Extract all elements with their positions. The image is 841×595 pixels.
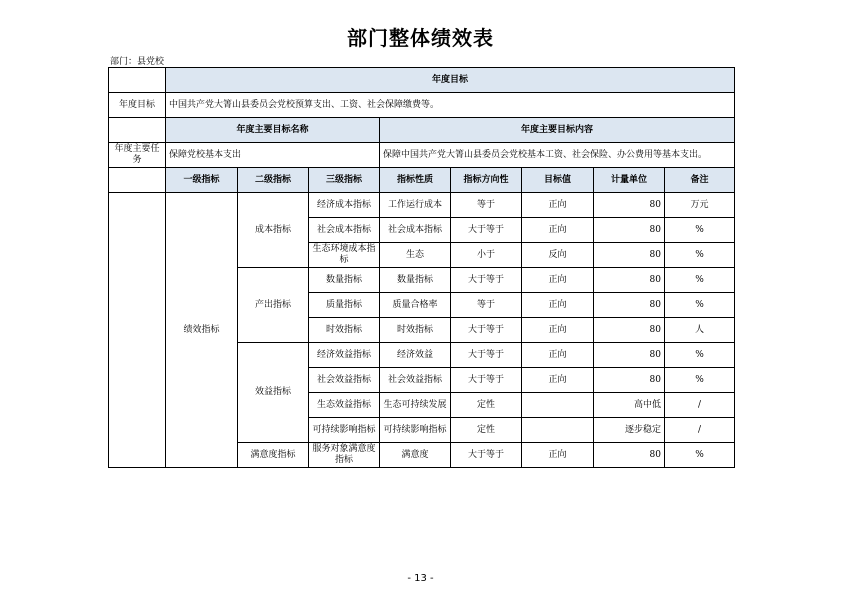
page-number: - 13 -	[407, 573, 434, 584]
main-task-name: 保障党校基本支出	[166, 143, 380, 168]
indicator-direction: 正向	[522, 293, 594, 318]
level3-indicator: 工作运行成本	[380, 193, 451, 218]
header-level3: 三级指标	[309, 168, 380, 193]
indicator-direction: 正向	[522, 193, 594, 218]
department-label: 部门：县党校	[110, 57, 165, 67]
level3-indicator: 经济效益	[380, 343, 451, 368]
header-level2: 二级指标	[238, 168, 309, 193]
level2-sub-indicator: 生态环境成本指标	[309, 243, 380, 268]
header-direction: 指标方向性	[451, 168, 522, 193]
indicator-nature: 定性	[451, 418, 522, 443]
main-task-content: 保障中国共产党大箐山县委员会党校基本工资、社会保险、办公费用等基本支出。	[380, 143, 735, 168]
annual-goal-row	[109, 93, 735, 118]
measure-unit: %	[665, 243, 735, 268]
main-task-row	[109, 143, 735, 168]
indicator-direction: 正向	[522, 218, 594, 243]
level3-indicator: 数量指标	[380, 268, 451, 293]
target-value: 80	[594, 443, 665, 468]
target-value: 80	[594, 368, 665, 393]
indicator-direction: 正向	[522, 443, 594, 468]
level3-indicator: 时效指标	[380, 318, 451, 343]
level3-indicator: 生态可持续发展	[380, 393, 451, 418]
indicator-nature: 等于	[451, 293, 522, 318]
level2-indicator: 满意度指标	[238, 443, 309, 468]
target-value: 80	[594, 343, 665, 368]
indicator-nature: 大于等于	[451, 368, 522, 393]
main-task-header-row	[109, 118, 735, 143]
target-value: 80	[594, 268, 665, 293]
indicator-direction: 正向	[522, 368, 594, 393]
indicator-row	[109, 193, 735, 218]
annual-goal-header-row	[109, 68, 735, 93]
indicator-direction	[522, 393, 594, 418]
level2-indicator: 效益指标	[238, 343, 309, 443]
main-task-content-header: 年度主要目标内容	[380, 118, 735, 143]
level3-indicator: 可持续影响指标	[380, 418, 451, 443]
annual-goal-header: 年度目标	[166, 68, 735, 93]
target-value: 逐步稳定	[594, 418, 665, 443]
main-task-label: 年度主要任务	[109, 143, 166, 168]
indicator-header-row	[109, 168, 735, 193]
measure-unit: %	[665, 268, 735, 293]
level2-indicator: 成本指标	[238, 193, 309, 268]
indicator-nature: 大于等于	[451, 218, 522, 243]
level1-indicator: 绩效指标	[166, 193, 238, 468]
measure-unit: /	[665, 418, 735, 443]
blank-cell	[109, 193, 166, 468]
header-level1: 一级指标	[166, 168, 238, 193]
measure-unit: %	[665, 343, 735, 368]
indicator-direction: 反向	[522, 243, 594, 268]
measure-unit: /	[665, 393, 735, 418]
target-value: 80	[594, 243, 665, 268]
target-value: 80	[594, 318, 665, 343]
indicator-nature: 小于	[451, 243, 522, 268]
indicator-nature: 定性	[451, 393, 522, 418]
level3-indicator: 满意度	[380, 443, 451, 468]
indicator-direction: 正向	[522, 318, 594, 343]
level2-sub-indicator: 可持续影响指标	[309, 418, 380, 443]
header-note: 备注	[665, 168, 735, 193]
level3-indicator: 社会成本指标	[380, 218, 451, 243]
measure-unit: %	[665, 293, 735, 318]
indicator-nature: 大于等于	[451, 343, 522, 368]
blank-cell	[109, 68, 166, 93]
measure-unit: %	[665, 443, 735, 468]
indicator-direction: 正向	[522, 268, 594, 293]
target-value: 80	[594, 193, 665, 218]
indicator-nature: 等于	[451, 193, 522, 218]
target-value: 高中低	[594, 393, 665, 418]
level2-sub-indicator: 经济成本指标	[309, 193, 380, 218]
indicator-direction	[522, 418, 594, 443]
level2-indicator: 产出指标	[238, 268, 309, 343]
indicator-nature: 大于等于	[451, 268, 522, 293]
level2-sub-indicator: 经济效益指标	[309, 343, 380, 368]
level2-sub-indicator: 生态效益指标	[309, 393, 380, 418]
indicator-direction: 正向	[522, 343, 594, 368]
level2-sub-indicator: 质量指标	[309, 293, 380, 318]
header-unit: 计量单位	[594, 168, 665, 193]
measure-unit: %	[665, 368, 735, 393]
indicator-nature: 大于等于	[451, 443, 522, 468]
annual-goal-content: 中国共产党大箐山县委员会党校预算支出、工资、社会保障缴费等。	[166, 93, 735, 118]
page-title: 部门整体绩效表	[347, 26, 494, 50]
level3-indicator: 社会效益指标	[380, 368, 451, 393]
measure-unit: 人	[665, 318, 735, 343]
level2-sub-indicator: 服务对象满意度指标	[309, 443, 380, 468]
performance-table	[108, 67, 735, 468]
blank-cell	[109, 118, 166, 143]
target-value: 80	[594, 293, 665, 318]
measure-unit: 万元	[665, 193, 735, 218]
level2-sub-indicator: 社会成本指标	[309, 218, 380, 243]
level2-sub-indicator: 数量指标	[309, 268, 380, 293]
main-task-name-header: 年度主要目标名称	[166, 118, 380, 143]
target-value: 80	[594, 218, 665, 243]
indicator-nature: 大于等于	[451, 318, 522, 343]
header-nature: 指标性质	[380, 168, 451, 193]
level3-indicator: 生态	[380, 243, 451, 268]
level2-sub-indicator: 社会效益指标	[309, 368, 380, 393]
level2-sub-indicator: 时效指标	[309, 318, 380, 343]
header-target: 目标值	[522, 168, 594, 193]
level3-indicator: 质量合格率	[380, 293, 451, 318]
measure-unit: %	[665, 218, 735, 243]
annual-goal-label: 年度目标	[109, 93, 166, 118]
blank-cell	[109, 168, 166, 193]
